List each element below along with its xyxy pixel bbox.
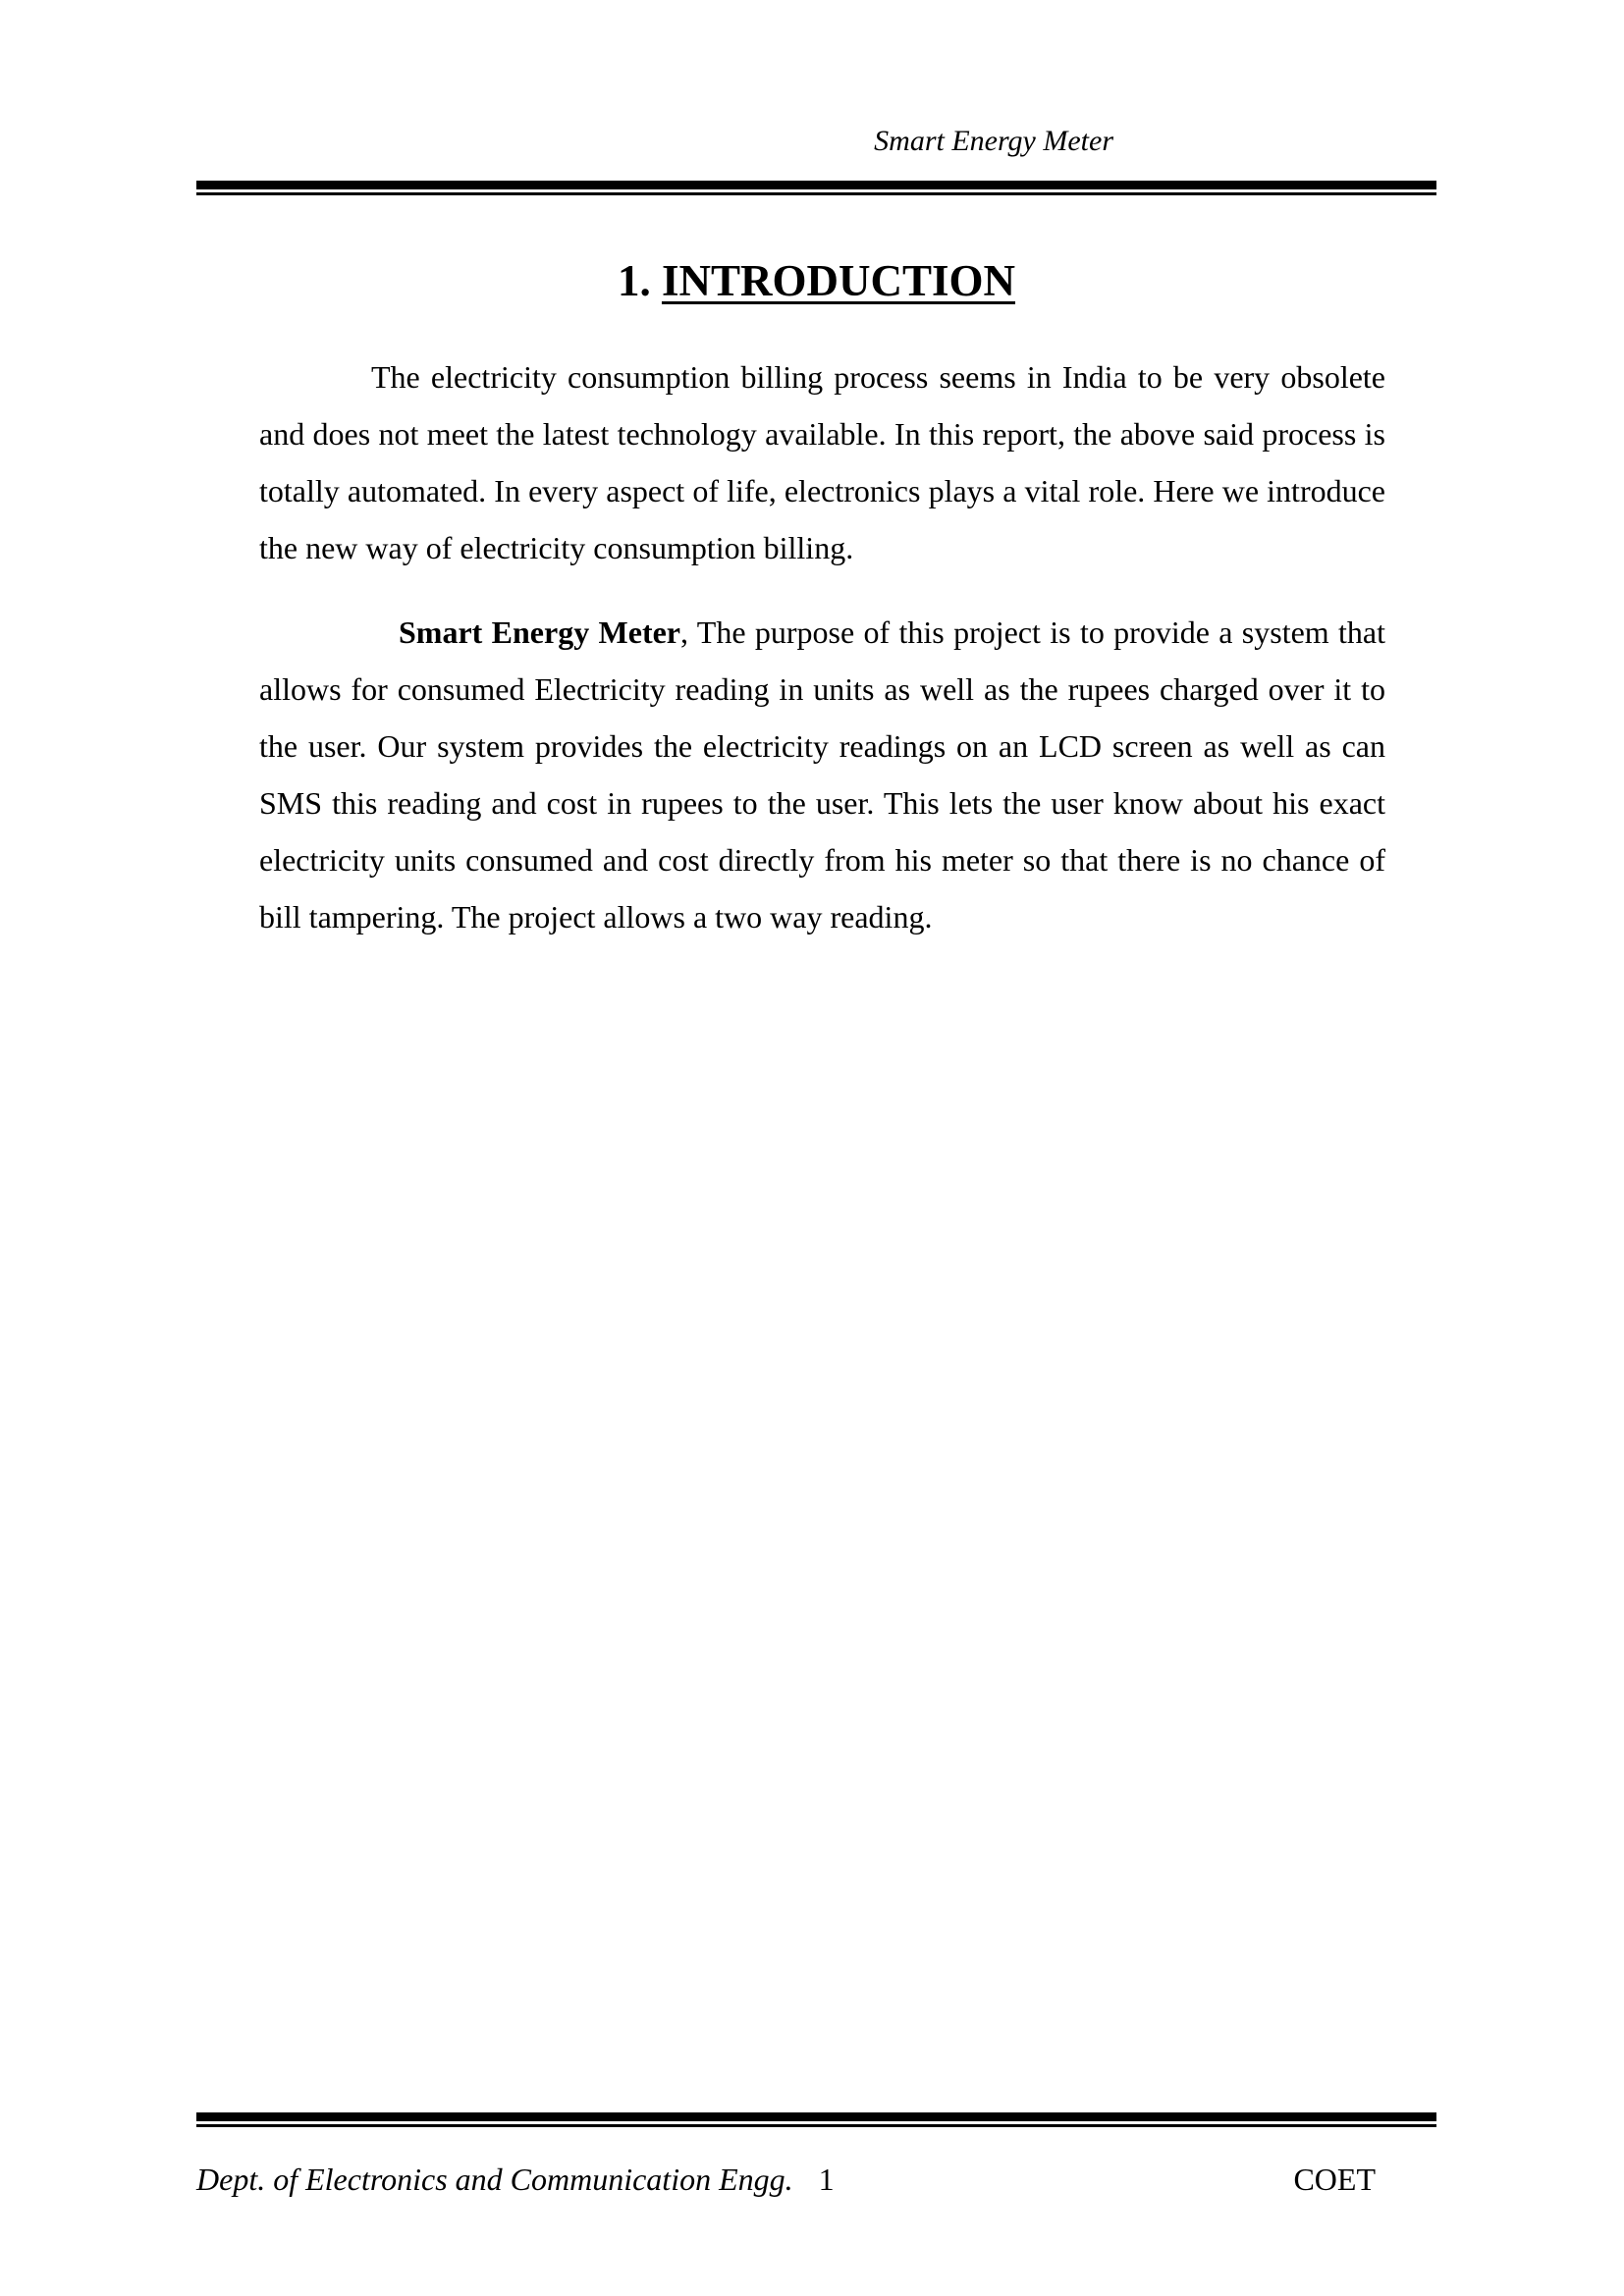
- footer-left: [196, 2158, 835, 2201]
- intro-paragraph-2: [259, 604, 1385, 945]
- footer-divider: [196, 2112, 1436, 2127]
- project-name-bold: Smart Energy Meter: [399, 614, 681, 650]
- footer-department: Dept. of Electronics and Communication Engg.: [196, 2162, 793, 2197]
- chapter-title: INTRODUCTION: [661, 256, 1016, 305]
- page-number: 1: [818, 2162, 835, 2197]
- chapter-heading: [196, 251, 1436, 310]
- running-header-title: Smart Energy Meter: [874, 125, 1113, 157]
- footer-college: COET: [1293, 2162, 1376, 2197]
- intro-paragraph-1: The electricity consumption billing process seems in India to be very obsolete and does not meet the latest technology available. In this report, the above said process is totally automated. In every aspect of life, electronics plays a vital role. Here we introduce the new way of electricity consumption billing.: [259, 359, 1385, 565]
- paragraph-2-text: , The purpose of this project is to provide a system that allows for consumed Electricity reading in units as well as the rupees charged over it to the user. Our system provides the electricity readings on an LCD screen as well as can SMS this reading and cost in rupees to the user. This lets the user know about his exact electricity units consumed and cost directly from his meter so that there is no chance of bill tampering. The project allows a two way reading.: [259, 614, 1386, 934]
- header-divider: [196, 181, 1436, 195]
- chapter-number: 1.: [617, 256, 651, 305]
